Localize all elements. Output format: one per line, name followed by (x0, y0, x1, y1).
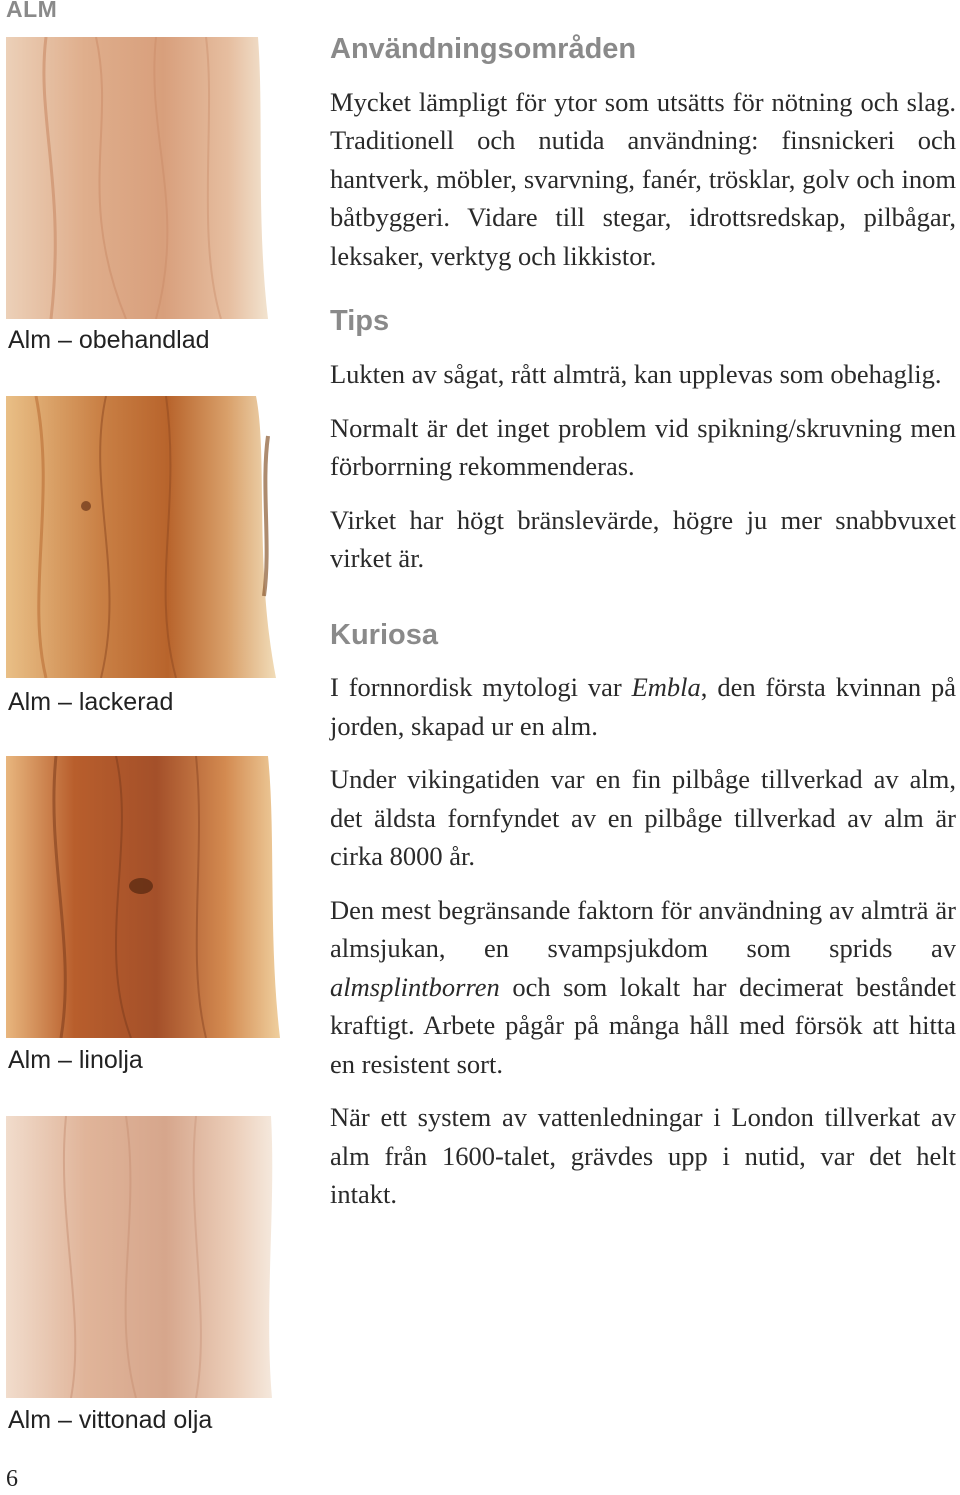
section-tips (330, 304, 956, 577)
section-label: ALM (6, 0, 58, 22)
heading-kuriosa: Kuriosa (330, 618, 438, 651)
tips-paragraph-2: Normalt är det inget problem vid spikning/skruvning men förborrning rekommenderas. (330, 412, 956, 482)
sample-caption-white-oil: Alm – vittonad olja (8, 1406, 213, 1434)
kuriosa-paragraph-3 (330, 891, 956, 1084)
sample-caption-lacquered: Alm – lackerad (8, 688, 174, 716)
kuriosa-paragraph-4: När ett system av vattenledningar i London tillverkat av alm från 1600-talet, grävdes upp i nutid, var det helt intakt. (330, 1102, 956, 1210)
kuriosa-paragraph-1 (330, 668, 956, 745)
wood-sample-lacquered (6, 396, 280, 678)
tips-paragraph-1: Lukten av sågat, rått almträ, kan upplevas som obehaglig. (330, 359, 942, 390)
wood-sample-untreated (6, 37, 280, 319)
tips-paragraph-3: Virket har högt bränslevärde, högre ju mer snabbvuxet virket är. (330, 504, 956, 574)
kuriosa-p1-after: , den första kvinnan på jorden, skapad ur en alm. (330, 672, 956, 741)
kuriosa-p3-before: Den mest begränsande faktorn för användning av almträ är almsjukan, en svampsjukdom som sprids av (330, 894, 956, 964)
heading-tips: Tips (330, 305, 390, 338)
kuriosa-p3-em: almsplintborren (330, 971, 500, 1002)
kuriosa-p3-after: och som lokalt har decimerat beståndet kraftigt. Arbete pågår på många håll med försök att hitta en resistent sort. (330, 971, 956, 1079)
page-number: 6 (6, 1466, 18, 1492)
section-uses (330, 32, 956, 275)
heading-uses: Användningsområden (330, 33, 637, 65)
wood-sample-linseed-oil (6, 756, 280, 1038)
wood-sample-white-oil (6, 1116, 280, 1398)
content-column (330, 32, 956, 1214)
sample-caption-untreated: Alm – obehandlad (8, 326, 210, 354)
sample-caption-linseed-oil: Alm – linolja (8, 1046, 143, 1074)
kuriosa-p1-em: Embla (631, 672, 701, 703)
kuriosa-paragraph-2: Under vikingatiden var en fin pilbåge tillverkad av alm, det äldsta fornfyndet av en pilbåge tillverkad av alm är cirka 8000 år. (330, 764, 956, 872)
section-kuriosa (330, 618, 956, 1214)
uses-text: Mycket lämpligt för ytor som utsätts för nötning och slag. Traditionell och nutida användning: finsnickeri och hantverk, möbler, svarvning, fanér, trösklar, golv och inom båtbyggeri. Vidare till stegar, idrottsredskap, pilbågar, leksaker, verktyg och likkistor. (330, 86, 956, 271)
kuriosa-p1-before: I fornnordisk mytologi var (330, 672, 632, 703)
